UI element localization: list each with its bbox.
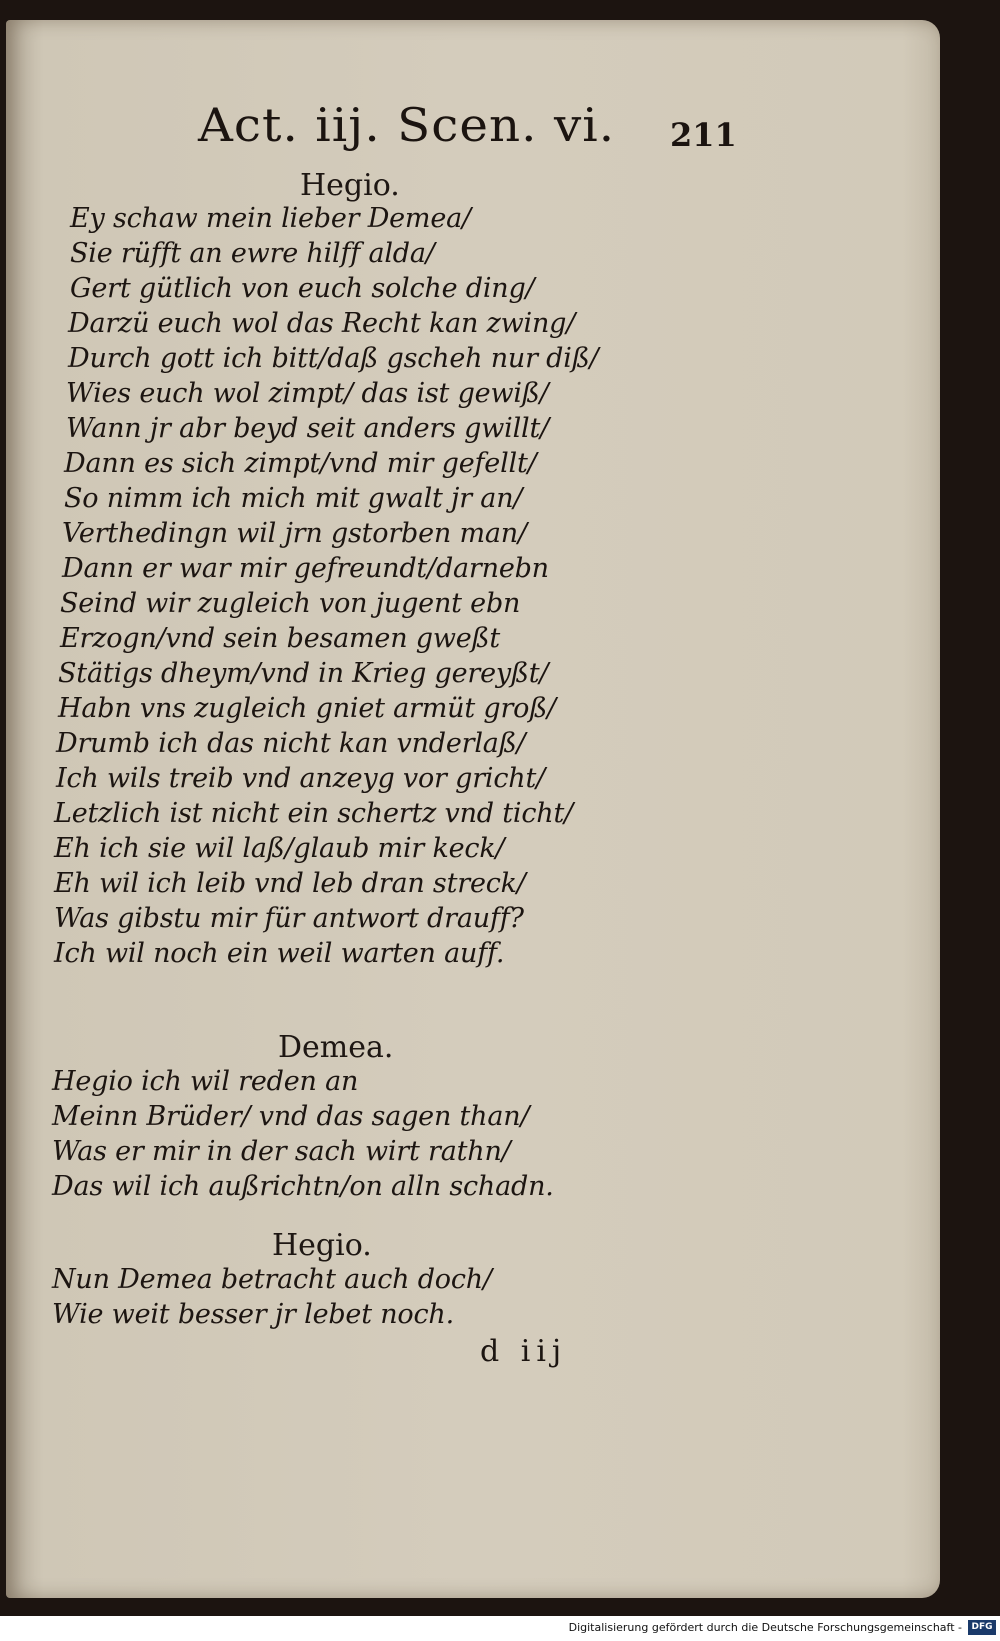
- verse-line: Ich wils treib vnd anzeyg vor gricht/: [56, 763, 546, 794]
- signature-mark: d iij: [480, 1334, 568, 1369]
- verse-line: Darzü euch wol das Recht kan zwing/: [68, 308, 576, 339]
- verse-line: Habn vns zugleich gniet armüt groß/: [58, 693, 556, 724]
- verse-line: Wies euch wol zimpt/ das ist gewiß/: [66, 378, 549, 409]
- verse-line: Was er mir in der sach wirt rathn/: [52, 1136, 511, 1167]
- page-number: 211: [670, 116, 737, 154]
- verse-line: Seind wir zugleich von jugent ebn: [60, 588, 521, 619]
- verse-line: Letzlich ist nicht ein schertz vnd ticht/: [54, 798, 573, 829]
- dfg-logo-icon: DFG: [968, 1620, 996, 1635]
- verse-line: Eh wil ich leib vnd leb dran streck/: [54, 868, 526, 899]
- verse-line: Nun Demea betracht auch doch/: [52, 1264, 492, 1295]
- verse-line: Verthedingn wil jrn gstorben man/: [62, 518, 527, 549]
- footer-bar: [0, 1616, 1000, 1641]
- verse-line: Durch gott ich bitt/daß gscheh nur diß/: [68, 343, 599, 374]
- verse-line: Ich wil noch ein weil warten auff.: [54, 938, 505, 969]
- verse-line: Hegio ich wil reden an: [52, 1066, 359, 1097]
- verse-line: Dann er war mir gefreundt/darnebn: [62, 553, 549, 584]
- verse-line: Sie rüfft an ewre hilff alda/: [70, 238, 435, 269]
- verse-line: Wie weit besser jr lebet noch.: [52, 1299, 454, 1330]
- verse-line: Stätigs dheym/vnd in Krieg gereyßt/: [58, 658, 549, 689]
- verse-line: So nimm ich mich mit gwalt jr an/: [64, 483, 523, 514]
- verse-line: Was gibstu mir für antwort drauff?: [54, 903, 524, 934]
- verse-line: Eh ich sie wil laß/glaub mir keck/: [54, 833, 505, 864]
- running-head: Act. iij. Scen. vi.: [198, 98, 616, 152]
- verse-line: Wann jr abr beyd seit anders gwillt/: [66, 413, 550, 444]
- verse-line: Gert gütlich von euch solche ding/: [70, 273, 535, 304]
- verse-line: Drumb ich das nicht kan vnderlaß/: [56, 728, 526, 759]
- verse-line: Dann es sich zimpt/vnd mir gefellt/: [64, 448, 537, 479]
- verse-line: Das wil ich außrichtn/on alln schadn.: [52, 1171, 554, 1202]
- speaker-heading: Hegio.: [272, 1228, 372, 1263]
- verse-line: Ey schaw mein lieber Demea/: [70, 203, 471, 234]
- speaker-heading: Hegio.: [300, 168, 400, 203]
- footer-credit: Digitalisierung gefördert durch die Deutsche Forschungsgemeinschaft -: [568, 1621, 962, 1634]
- verse-line: Meinn Brüder/ vnd das sagen than/: [52, 1101, 530, 1132]
- verse-line: Erzogn/vnd sein besamen gweßt: [60, 623, 501, 654]
- speaker-heading: Demea.: [278, 1030, 394, 1065]
